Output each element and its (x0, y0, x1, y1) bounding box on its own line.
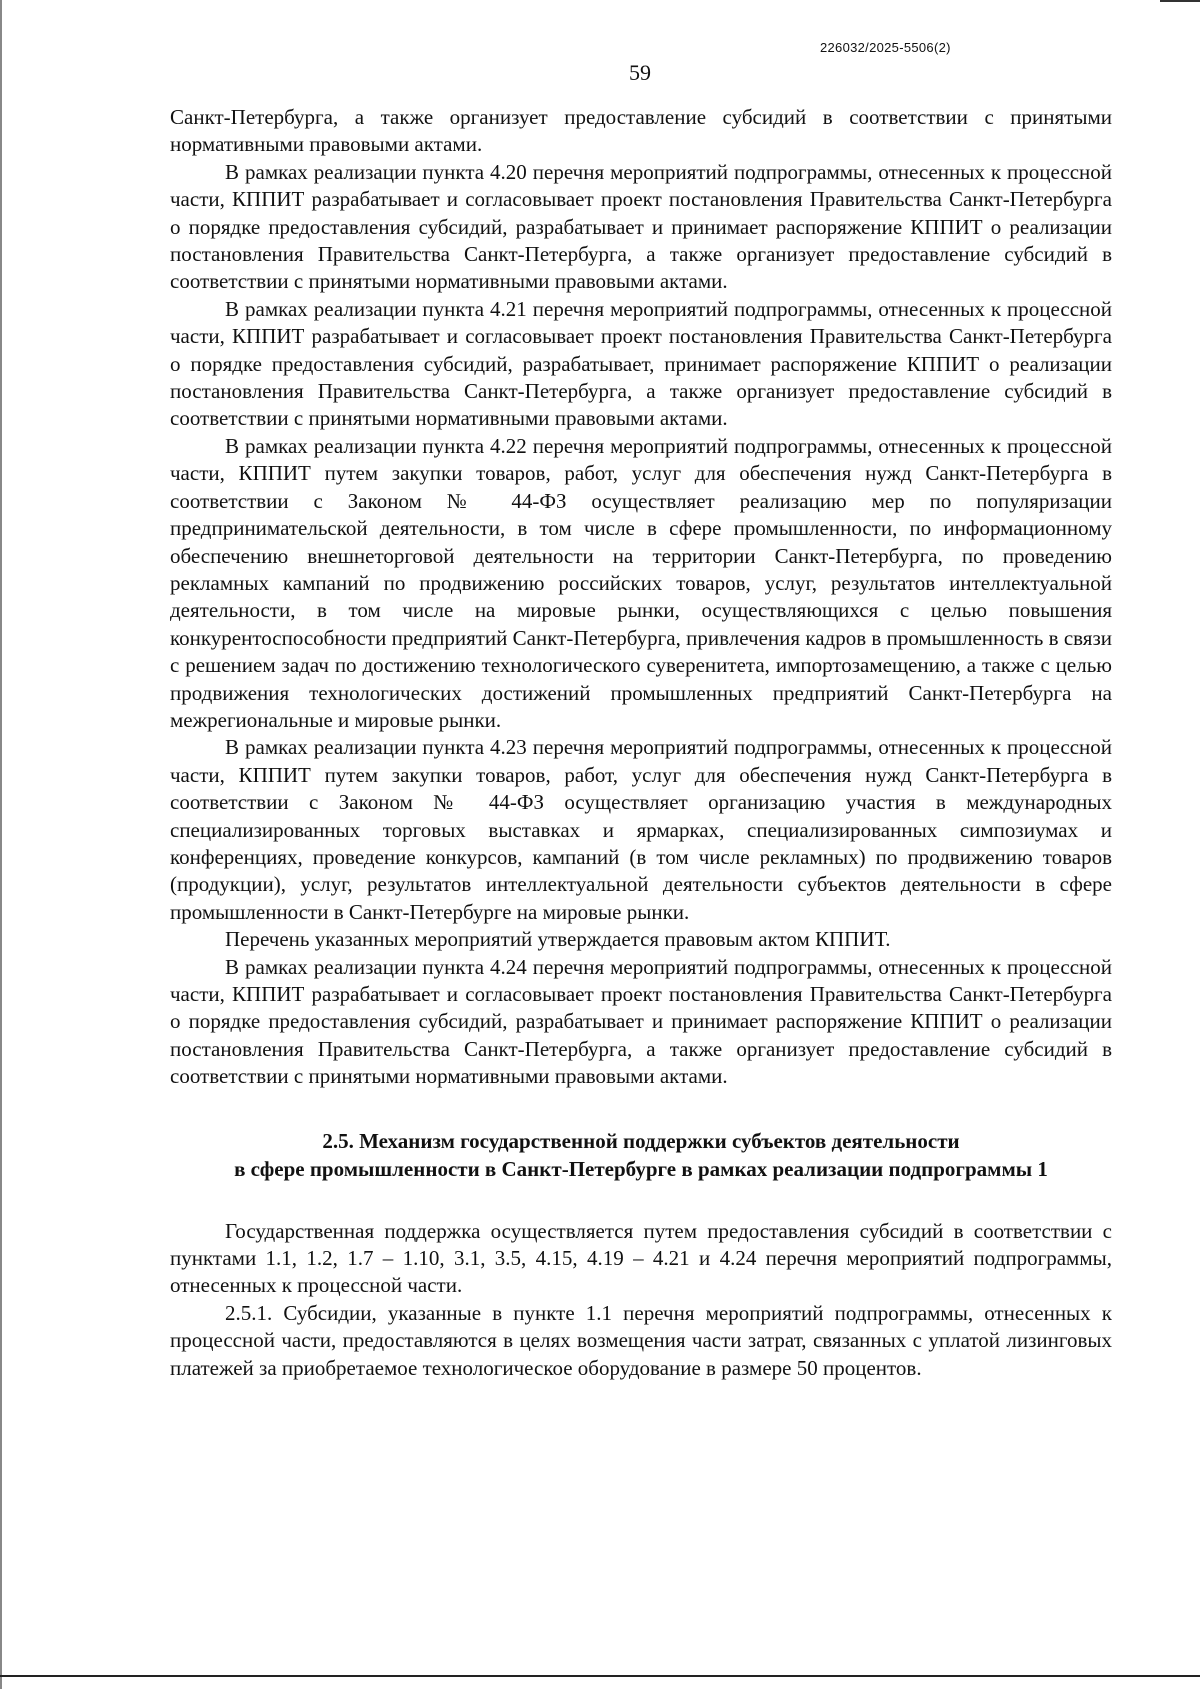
page-number: 59 (629, 60, 651, 85)
document-body (170, 104, 1112, 1382)
paragraph: В рамках реализации пункта 4.22 перечня мероприятий подпрограммы, отнесенных к процессной части, КППИТ путем закупки товаров, работ, услуг для обеспечения нужд Санкт-Петербурга в соответствии с Законом № 44-ФЗ осуществляет реализацию мер по популяризации предпринимательской деятельности, в том числе в сфере промышленности, по информационному обеспечению внешнеторговой деятельности на территории Санкт-Петербурга, по проведению рекламных кампаний по продвижению российских товаров, услуг, результатов интеллектуальной деятельности, в том числе на мировые рынки, осуществляющихся с целью повышения конкурентоспособности предприятий Санкт-Петербурга, привлечения кадров в промышленность в связи с решением задач по достижению технологического суверенитета, импортозамещению, а также с целью продвижения технологических достижений промышленных предприятий Санкт-Петербурга на межрегиональные и мировые рынки. (170, 433, 1112, 732)
scan-bottom-edge (0, 1675, 1200, 1677)
section-heading (170, 1127, 1112, 1183)
document-number: 226032/2025-5506(2) (820, 40, 951, 55)
paragraph: Санкт-Петербурга, а также организует предоставление субсидий в соответствии с принятыми нормативными правовыми актами. (170, 105, 1112, 157)
scan-left-edge (0, 0, 2, 1689)
paragraph: Государственная поддержка осуществляется путем предоставления субсидий в соответствии с пунктами 1.1, 1.2, 1.7 – 1.10, 3.1, 3.5, 4.15, 4.19 – 4.21 и 4.24 перечня мероприятий подпрограммы, отнесенных к процессной части. (170, 1218, 1112, 1298)
paragraph: Перечень указанных мероприятий утверждается правовым актом КППИТ. (225, 927, 891, 952)
paragraph: В рамках реализации пункта 4.21 перечня мероприятий подпрограммы, отнесенных к процессной части, КППИТ разрабатывает и согласовывает проект постановления Правительства Санкт-Петербурга о порядке предоставления субсидий, разрабатывает, принимает распоряжение КППИТ о реализации постановления Правительства Санкт-Петербурга, а также организует предоставление субсидий в соответствии с принятыми нормативными правовыми актами. (170, 296, 1112, 431)
scan-corner-mark (1160, 0, 1200, 2)
section-heading-line: 2.5. Механизм государственной поддержки субъектов деятельности (322, 1128, 960, 1153)
paragraph: В рамках реализации пункта 4.20 перечня мероприятий подпрограммы, отнесенных к процессной части, КППИТ разрабатывает и согласовывает проект постановления Правительства Санкт-Петербурга о порядке предоставления субсидий, разрабатывает и принимает распоряжение КППИТ о реализации постановления Правительства Санкт-Петербурга, а также организует предоставление субсидий в соответствии с принятыми нормативными правовыми актами. (170, 159, 1112, 294)
paragraph: В рамках реализации пункта 4.23 перечня мероприятий подпрограммы, отнесенных к процессной части, КППИТ путем закупки товаров, работ, услуг для обеспечения нужд Санкт-Петербурга в соответствии с Законом № 44-ФЗ осуществляет организацию участия в международных специализированных торговых выставках и ярмарках, специализированных симпозиумах и конференциях, проведение конкурсов, кампаний (в том числе рекламных) по продвижению товаров (продукции), услуг, результатов интеллектуальной деятельности субъектов деятельности в сфере промышленности в Санкт-Петербурге на мировые рынки. (170, 735, 1112, 924)
paragraph: В рамках реализации пункта 4.24 перечня мероприятий подпрограммы, отнесенных к процессной части, КППИТ разрабатывает и согласовывает проект постановления Правительства Санкт-Петербурга о порядке предоставления субсидий, разрабатывает и принимает распоряжение КППИТ о реализации постановления Правительства Санкт-Петербурга, а также организует предоставление субсидий в соответствии с принятыми нормативными правовыми актами. (170, 954, 1112, 1089)
section-heading-line: в сфере промышленности в Санкт-Петербурге в рамках реализации подпрограммы 1 (234, 1156, 1048, 1181)
paragraph: 2.5.1. Субсидии, указанные в пункте 1.1 перечня мероприятий подпрограммы, отнесенных к процессной части, предоставляются в целях возмещения части затрат, связанных с уплатой лизинговых платежей за приобретаемое технологическое оборудование в размере 50 процентов. (170, 1300, 1112, 1380)
